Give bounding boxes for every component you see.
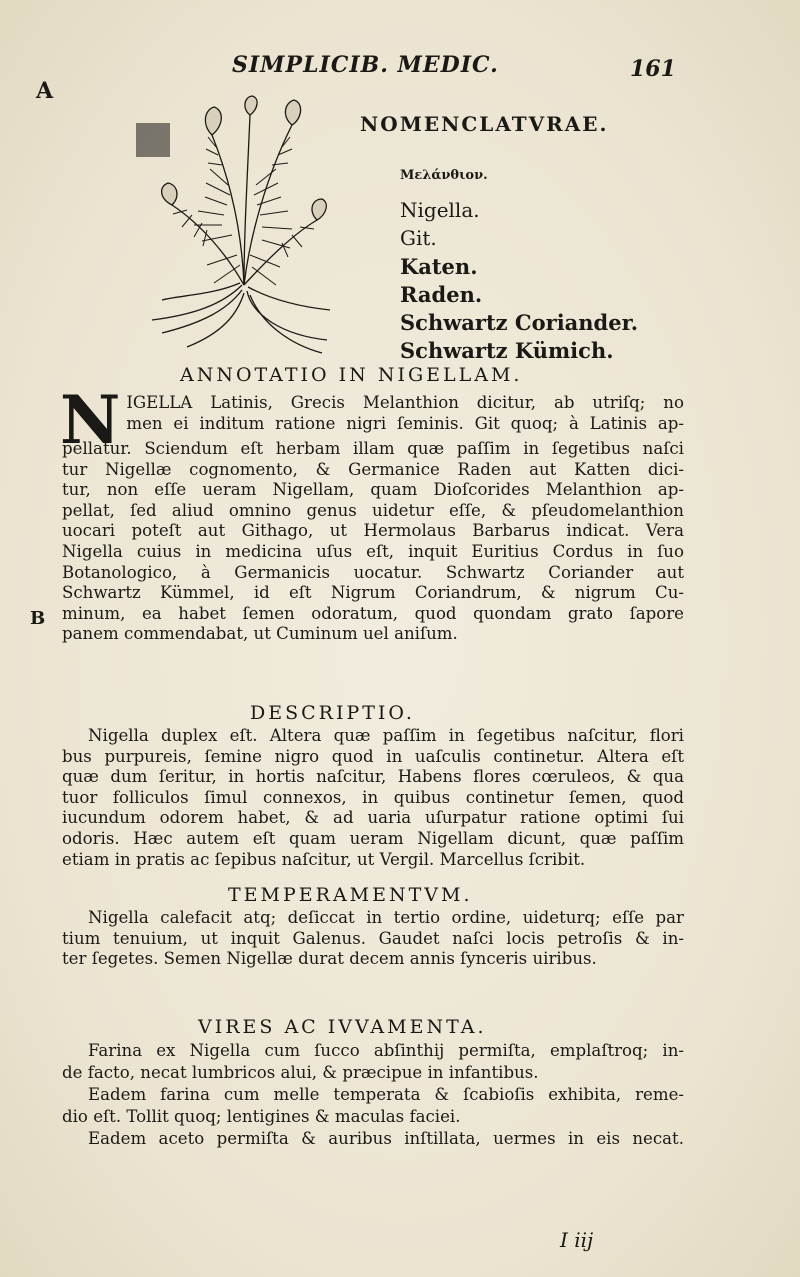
descriptio-heading: DESCRIPTIO. <box>250 702 415 724</box>
temperamentum-text <box>62 908 684 970</box>
text-line: iucundum odorem habet, & ad uaria uſurpatur ratione optimi ſui <box>62 808 684 828</box>
text-line: Botanologico, à Germanicis uocatur. Schwartz Coriander aut <box>62 562 684 582</box>
text-line: Nigella cuius in medicina uſus eſt, inquit Euritius Cordus in ſuo <box>62 541 684 561</box>
text-line: IGELLA Latinis, Grecis Melanthion dicitur, ab utriſq; no <box>126 393 684 412</box>
text-line: tur, non eſſe ueram Nigellam, quam Dioſcorides Melanthion ap- <box>62 480 684 500</box>
margin-letter-a: A <box>36 78 54 104</box>
text-line: ter ſegetes. Semen Nigellæ durat decem annis ſynceris uiribus. <box>62 949 597 969</box>
text-line: minum, ea habet ſemen odoratum, quod quondam grato ſapore <box>62 603 684 623</box>
running-head: SIMPLICIB. MEDIC. <box>232 52 499 78</box>
text-line: quæ dum ſeritur, in hortis naſcitur, Habens flores cœruleos, & qua <box>62 767 684 787</box>
text-line: de facto, necat lumbricos alui, & præcipue in infantibus. <box>62 1063 539 1082</box>
annotatio-text <box>60 381 684 645</box>
text-line: uocari poteſt aut Githago, ut Hermolaus Barbarus indicat. Vera <box>62 521 684 541</box>
text-line: Schwartz Kümmel, id eſt Nigrum Coriandrum, & nigrum Cu- <box>62 583 684 603</box>
temperamentum-heading: TEMPERAMENTVM. <box>228 884 473 906</box>
annotatio-heading: ANNOTATIO IN NIGELLAM. <box>180 364 523 386</box>
text-line: panem commendabat, ut Cuminum uel aniſum. <box>62 624 458 644</box>
vires-text <box>62 1040 684 1150</box>
drop-cap-initial: N <box>60 381 121 459</box>
nomenclatura-heading: NOMENCLATVRAE. <box>360 112 609 136</box>
text-line: pellat, ſed aliud omnino genus uidetur eſſe, & pſeudomelanthion <box>62 500 684 520</box>
text-line: tur Nigellæ cognomento, & Germanice Raden aut Katten dici- <box>62 459 684 479</box>
folio-number: 161 <box>630 56 676 82</box>
synonym-git: Git. <box>400 226 437 250</box>
text-line: dio eſt. Tollit quoq; lentigines & maculas faciei. <box>62 1107 461 1126</box>
text-line: tuor folliculos ſimul connexos, in quibus continetur ſemen, quod <box>62 787 684 807</box>
text-line: Eadem farina cum melle temperata & ſcabioſis exhibita, reme- <box>88 1085 684 1104</box>
signature-mark: I iij <box>560 1228 594 1252</box>
synonym-nigella: Nigella. <box>400 198 480 222</box>
nigella-woodcut-illustration <box>132 95 332 355</box>
text-line: Nigella duplex eſt. Altera quæ paſſim in ſegetibus naſcitur, flori <box>88 726 684 745</box>
text-line: men ei inditum ratione nigri ſeminis. Git quoq; à Latinis ap- <box>126 413 684 433</box>
text-line: odoris. Hæc autem eſt quam ueram Nigellam dicunt, quæ paſſim <box>62 828 684 848</box>
vires-heading: VIRES AC IVVAMENTA. <box>198 1016 487 1038</box>
margin-letter-b: B <box>30 608 46 629</box>
text-line: Eadem aceto permiſta & auribus inſtillata, uermes in eis necat. <box>88 1129 684 1148</box>
synonym-raden: Raden. <box>400 282 483 307</box>
text-line: Farina ex Nigella cum ſucco abſinthij permiſta, emplaſtroq; in- <box>88 1041 684 1060</box>
text-line: tium tenuium, ut inquit Galenus. Gaudet naſci locis petroſis & in- <box>62 928 684 948</box>
synonym-schwartz-kumich: Schwartz Kümich. <box>400 338 614 363</box>
synonym-schwartz-coriander: Schwartz Coriander. <box>400 310 639 335</box>
greek-name: Μελάνθιον. <box>400 168 488 183</box>
text-line: Nigella calefacit atq; deſiccat in tertio ordine, uideturq; eſſe par <box>88 908 684 927</box>
descriptio-text <box>62 726 684 870</box>
text-line: pellatur. Sciendum eſt herbam illam quæ paſſim in ſegetibus naſci <box>62 439 684 458</box>
text-line: etiam in pratis ac ſepibus naſcitur, ut Vergil. Marcellus ſcribit. <box>62 849 586 869</box>
synonym-katen: Katen. <box>400 254 478 279</box>
text-line: bus purpureis, ſemine nigro quod in uaſculis continetur. Altera eſt <box>62 746 684 766</box>
